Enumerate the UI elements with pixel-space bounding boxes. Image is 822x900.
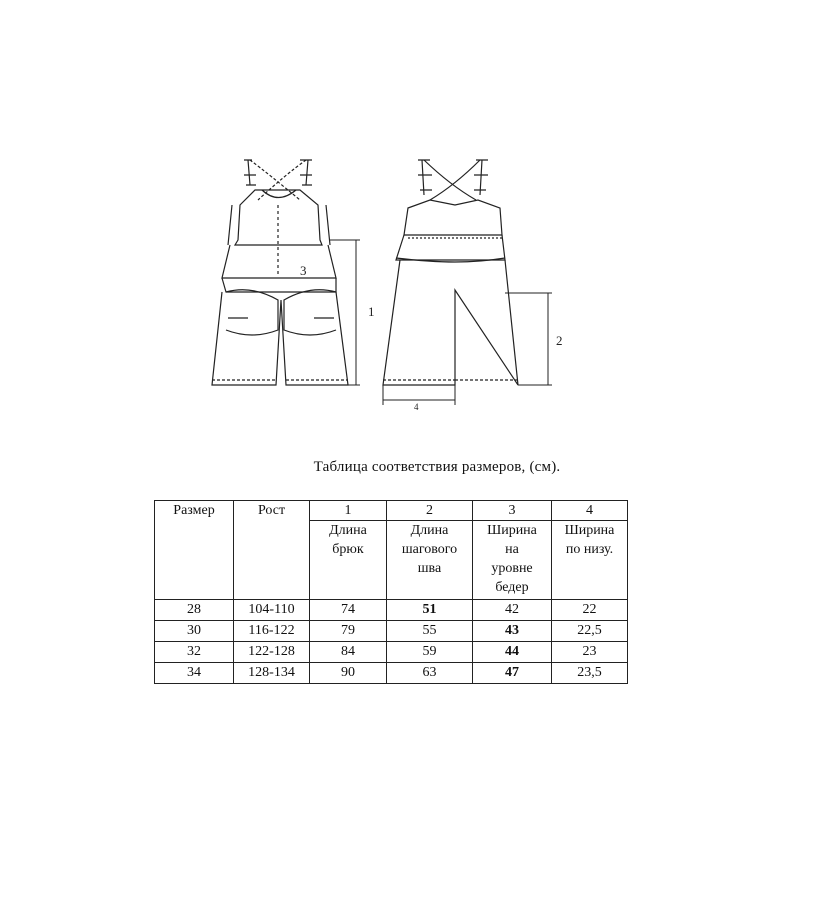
header-size: Размер <box>155 501 234 600</box>
header-bottom-width: Ширина по низу. <box>552 521 628 600</box>
header-height: Рост <box>234 501 310 600</box>
cell-size: 34 <box>155 663 234 684</box>
cell-size: 30 <box>155 621 234 642</box>
table-title: Таблица соответствия размеров, (см). <box>313 459 561 475</box>
table-row <box>155 663 628 684</box>
cell-value: 59 <box>387 642 473 663</box>
header-col-number: 3 <box>473 501 552 521</box>
dimension-label-2: 2 <box>556 333 563 348</box>
cell-value: 63 <box>387 663 473 684</box>
dimension-label-1: 1 <box>368 304 375 319</box>
cell-value: 22 <box>552 600 628 621</box>
header-col-number: 2 <box>387 501 473 521</box>
cell-value: 90 <box>310 663 387 684</box>
cell-height: 116-122 <box>234 621 310 642</box>
cell-value: 42 <box>473 600 552 621</box>
header-trouser-length: Длина брюк <box>310 521 387 600</box>
table-row <box>155 600 628 621</box>
cell-height: 128-134 <box>234 663 310 684</box>
overalls-technical-drawing <box>0 0 822 440</box>
dimension-label-3: 3 <box>300 263 307 278</box>
cell-value: 55 <box>387 621 473 642</box>
table-row <box>155 621 628 642</box>
cell-value: 79 <box>310 621 387 642</box>
cell-size: 32 <box>155 642 234 663</box>
front-view-overalls <box>212 160 348 385</box>
size-correspondence-table <box>154 500 628 684</box>
cell-value: 51 <box>387 600 473 621</box>
cell-size: 28 <box>155 600 234 621</box>
cell-value: 47 <box>473 663 552 684</box>
dimension-label-4: 4 <box>414 402 419 412</box>
cell-value: 22,5 <box>552 621 628 642</box>
back-view-overalls <box>383 160 518 385</box>
cell-value: 84 <box>310 642 387 663</box>
cell-value: 23 <box>552 642 628 663</box>
cell-value: 43 <box>473 621 552 642</box>
header-col-number: 4 <box>552 501 628 521</box>
cell-value: 44 <box>473 642 552 663</box>
header-inseam-length: Длина шагового шва <box>387 521 473 600</box>
cell-height: 104-110 <box>234 600 310 621</box>
table-row <box>155 642 628 663</box>
header-hip-width: Ширина на уровне бедер <box>473 521 552 600</box>
cell-height: 122-128 <box>234 642 310 663</box>
header-col-number: 1 <box>310 501 387 521</box>
cell-value: 23,5 <box>552 663 628 684</box>
cell-value: 74 <box>310 600 387 621</box>
